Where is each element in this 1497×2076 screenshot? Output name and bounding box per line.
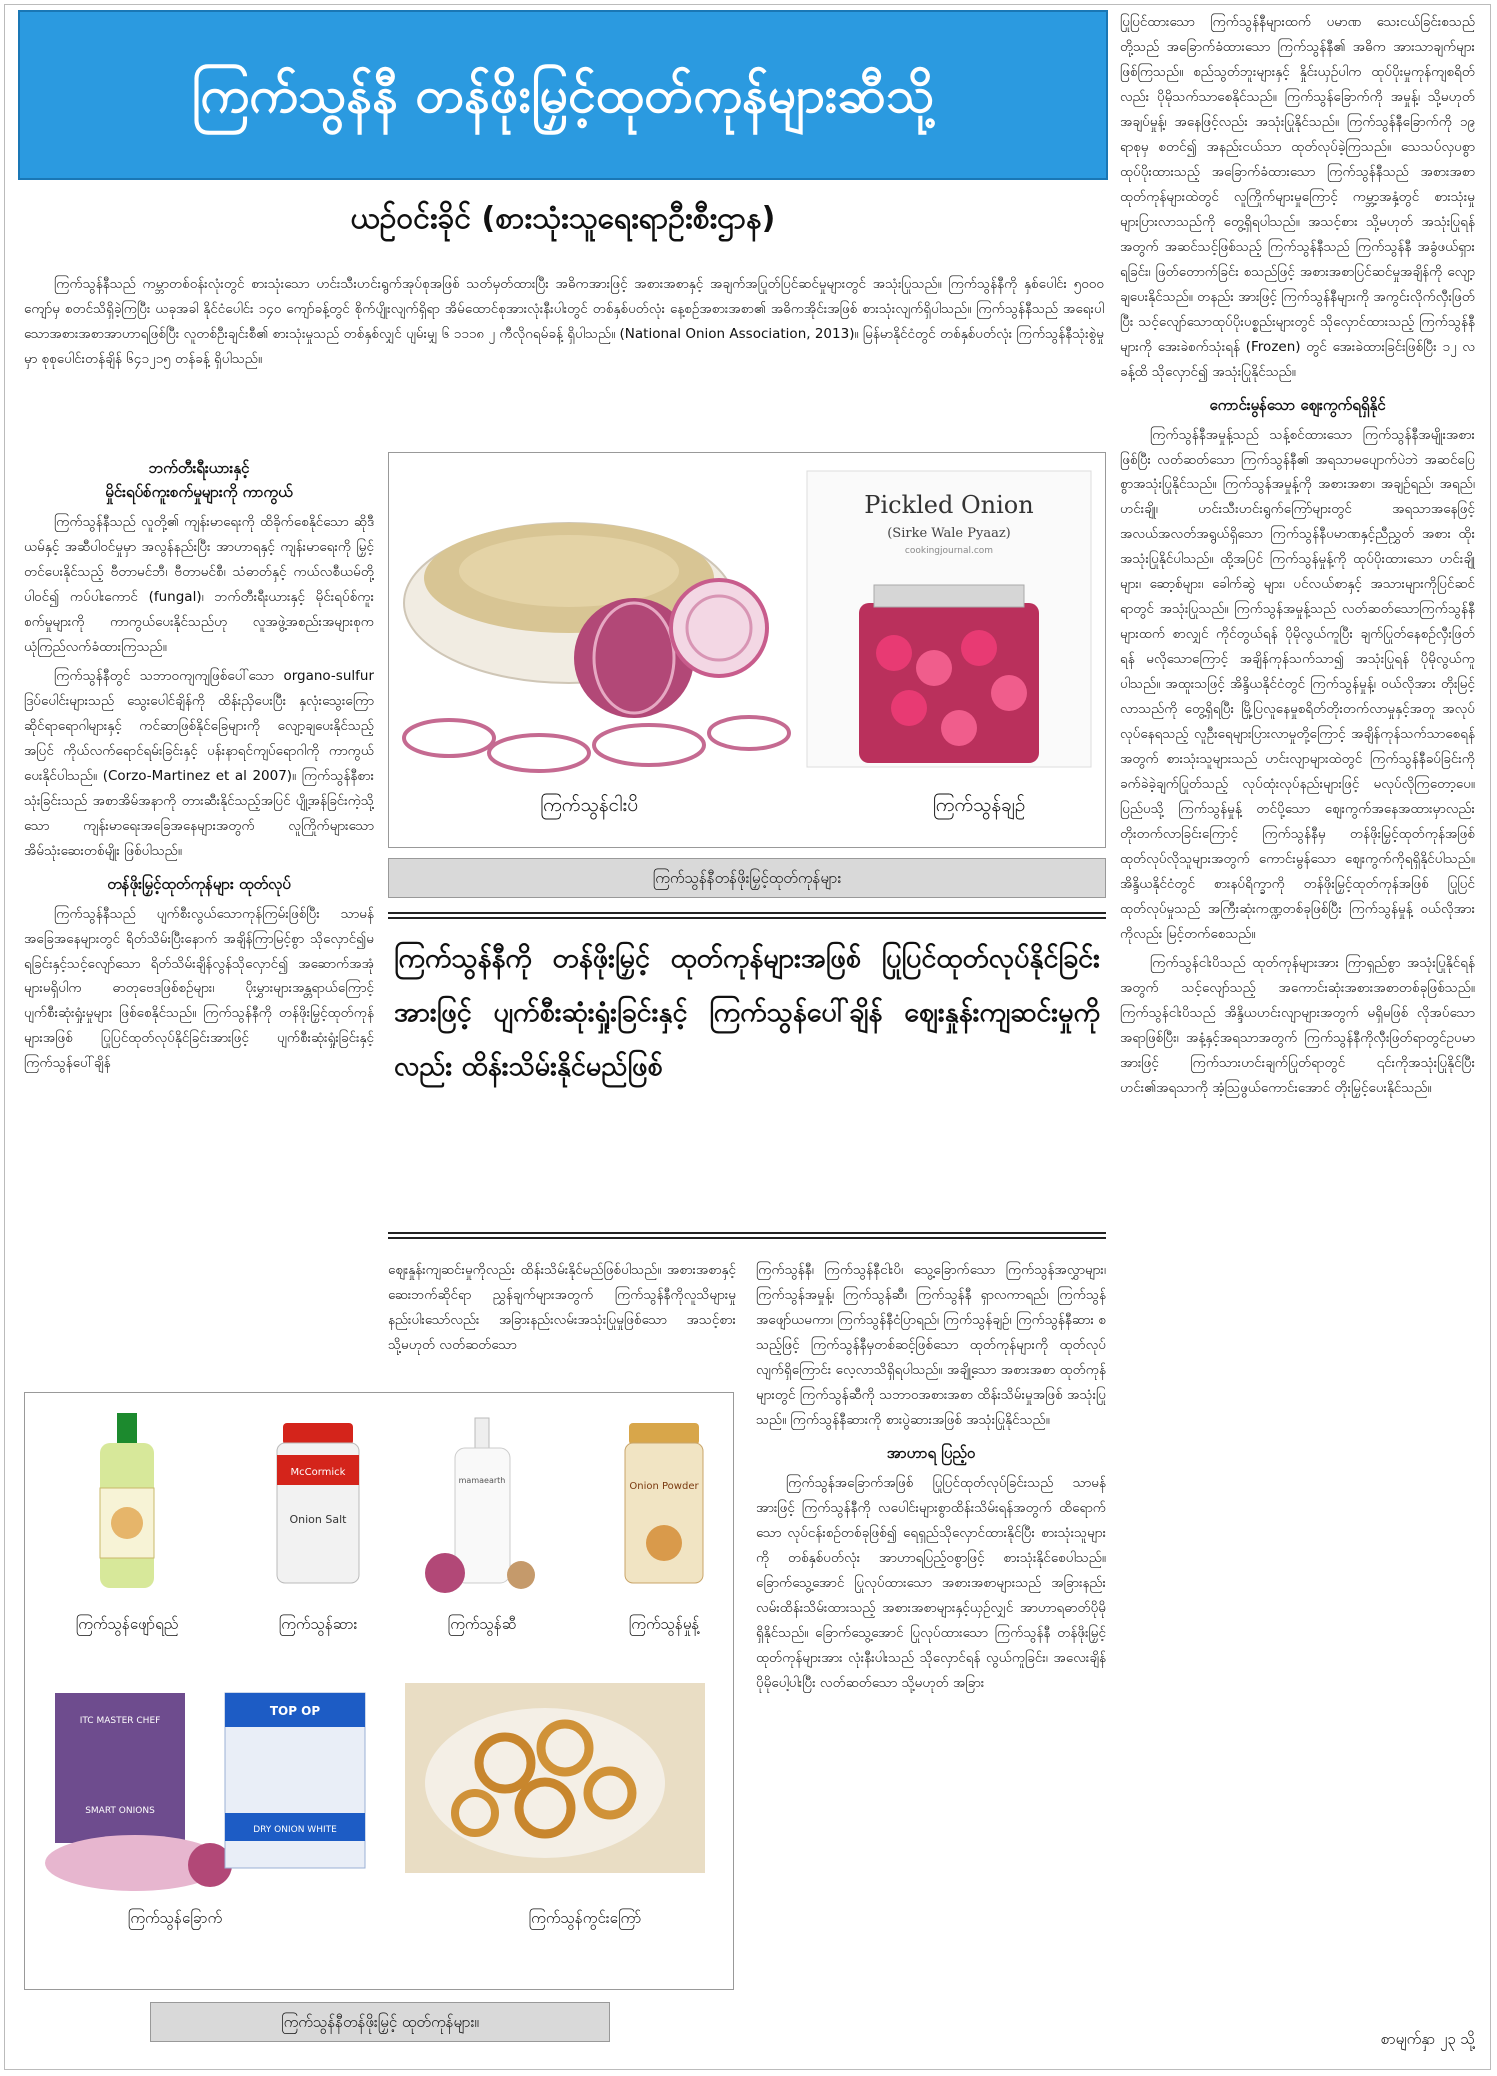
products-photo-panel [24, 1392, 734, 1990]
col4-para-1: ပြုပြင်ထားသော ကြက်သွန်နီများထက် ပမာဏ သေးငယ်ခြင်းစသည်တို့သည် အခြောက်ခံထားသော ကြက်သွန်နီ၏ အဓိက အားသာချက်များ ဖြစ်ကြသည်။ စည်သွတ်ဘူးများနှင့် နှိုင်းယှဉ်ပါက ထုပ်ပိုးမှုကုန်ကျစရိတ်လည်း ပိုမိုသက်သာစေနိုင်သည်။ ကြက်သွန်ခြောက်ကို အမှုန့်၊ သို့မဟုတ် အချပ်မှုန့်၊ အနေဖြင့်လည်း အသုံးပြုနိုင်သည်။ ကြက်သွန်နီခြောက်ကို ၁၉ ရာစုမှ စတင်၍ အနည်းငယ်သာ ထုတ်လုပ်ခဲ့ကြသည်။ သေသပ်လှပစွာထုပ်ပိုးထားသည့် အခြောက်ခံထားသော ကြက်သွန်နီသည် အစားအစာထုတ်ကုန်များထဲတွင် လူကြိုက်များမှုကြောင့် ကမ္ဘာ့အနှံ့တွင် စားသုံးမှုများပြားလာသည်ကို တွေ့ရှိရပါသည်။ အသင့်စား သို့မဟုတ် အသုံးပြုရန်အတွက် အဆင်သင့်ဖြစ်သည့် ကြက်သွန်နီသည် ကြက်သွန်နီ အခွံဖယ်ရှားရခြင်း၊ ဖြတ်တောက်ခြင်း စသည်ဖြင့် အစားအစာပြင်ဆင်မှုအချိန်ကို လျော့ချပေးနိုင်သည်။ တနည်း အားဖြင့် ကြက်သွန်နီများကို အကွင်းလိုက်လှီးဖြတ်ပြီး သင့်လျော်သောထုပ်ပိုးပစ္စည်းများတွင် သိုလှောင်ထားသည့် ကြက်သွန်နီများကို အေးခဲစက်သုံးရန် (Frozen) တွင် အေးခဲထားခြင်းဖြစ်ပြီး ၁၂ လခန့်ထိ သိုလှောင်၍ အသုံးပြုနိုင်သည်။ [1120, 14, 1475, 380]
dried-onion-bag [45, 1693, 232, 1891]
onion-oil-bottle [425, 1418, 535, 1593]
col1-para-1: ကြက်သွန်နီသည် လူတို့၏ ကျန်းမာရေးကို ထိခိုက်စေနိုင်သော ဆိုဒီယမ်နှင့် အဆီပါဝင်မှုမှာ အလွန်နည်းပြီး အာဟာရနှင့် ကျန်းမာရေးကို မြှင့်တင်ပေးနိုင်သည့် ဗီတာမင်ဘီ၊ ဗီတာမင်စီ၊ သံဓာတ်နှင့် ကယ်လစီယမ်တို့ပါဝင်၍ ကပ်ပါးကောင် (fungal)၊ ဘက်တီးရီးယားနှင့် မိုင်းရပ်စ်ကူးစက်မှုများကို ကာကွယ်ပေးနိုင်သည်ဟု လူအဖွဲ့အစည်းအများစုက ယုံကြည်လက်ခံထားကြသည်။ [24, 514, 374, 655]
onion-salt-jar [277, 1423, 359, 1583]
column-3 [756, 1258, 1106, 2048]
label-dried-onion: ကြက်သွန်ခြောက် [127, 1909, 223, 1927]
dry-onion-white-bag [225, 1693, 365, 1868]
label-onion-powder: ကြက်သွန်မှုန့် [628, 1615, 700, 1633]
label-onion-paste: ကြက်သွန်ငါးပိ [539, 794, 639, 816]
brand-mccormick: McCormick [290, 1467, 346, 1478]
col1-para-3: ကြက်သွန်နီသည် ပျက်စီးလွယ်သောကုန်ကြမ်းဖြစ်ပြီး သာမန်အခြေအနေများတွင် ရိတ်သိမ်းပြီးနောက် အချိန်ကြာမြင့်စွာ သိုလှောင်၍မရခြင်းနှင့်သင့်လျော်သော ရိတ်သိမ်းချိန်လွန်သိုလှောင်၍ အဆောက်အအုံများမရှိပါက ဓာတုဗေဒဖြစ်စဉ်များ၊ ပိုးမွှားများအန္တရာယ်ကြောင့် ပျက်စီးဆုံးရှုံးမှုများ ဖြစ်စေနိုင်သည်။ ကြက်သွန်နီကို တန်ဖိုးမြှင့်ထုတ်ကုန်များအဖြစ် ပြုပြင်ထုတ်လုပ်နိုင်ခြင်းအားဖြင့် ပျက်စီးဆုံးရှုံးခြင်းနှင့် ကြက်သွန်ပေါ်ချိန် [24, 905, 374, 1072]
label-pickled-onion: ကြက်သွန်ချဉ် [932, 794, 1026, 816]
label-onion-oil: ကြက်သွန်ဆီ [447, 1615, 517, 1633]
brand-onion-powder: Onion Powder [629, 1481, 699, 1492]
byline: ယဥ်ဝင်းခိုင် (စားသုံးသူရေးရာဦးစီးဌာန) [350, 201, 776, 236]
photo1-caption: ကြက်သွန်နီတန်ဖိုးမြှင့်ထုတ်ကုန်များ [388, 858, 1106, 898]
brand-itc: ITC MASTER CHEF [79, 1716, 161, 1726]
products-illustration [25, 1393, 733, 1989]
intro-paragraph [24, 272, 1104, 376]
col3-para-1: ကြက်သွန်နီ၊ ကြက်သွန်နီငါးပိ၊ သွေ့ခြောက်သော ကြက်သွန်အလွှာများ၊ ကြက်သွန်အမှုန့်၊ ကြက်သွန်ဆီ၊ ကြက်သွန်နီ ရှာလကာရည်၊ ကြက်သွန်အဖျော်ယမကာ၊ ကြက်သွန်နီငံပြာရည်၊ ကြက်သွန်ချဉ်၊ ကြက်သွန်နီဆား စသည့်ဖြင့် ကြက်သွန်နီမှတစ်ဆင့်ဖြစ်သော ထုတ်ကုန်များကို ထုတ်လုပ်လျက်ရှိကြောင်း လေ့လာသိရှိရပါသည်။ အချို့သော အစားအစာ ထုတ်ကုန်များတွင် ကြက်သွန်ဆီကို သဘာဝအစားအစာ ထိန်းသိမ်းမှုအဖြစ် အသုံးပြုသည်။ ကြက်သွန်နီဆားကို စားပွဲဆားအဖြစ် အသုံးပြုနိုင်သည်။ [756, 1262, 1106, 1428]
label-onion-juice: ကြက်သွန်ဖျော်ရည် [75, 1615, 179, 1633]
onion-products-photo [388, 452, 1106, 848]
pullquote-bottom-rule [388, 1232, 1106, 1239]
col4-para-2: ကြက်သွန်နီအမှုန့်သည် သန့်စင်ထားသော ကြက်သွန်နီအမျိုးအစားဖြစ်ပြီး လတ်ဆတ်သော ကြက်သွန်နီ၏ အရသာမပျောက်ပဲဘဲ အဆင်ပြေစွာအသုံးပြုနိုင်သည်။ ကြက်သွန်အမှုန့်ကို အစားအစာ၊ အချဉ်ရည်၊ အရည်၊ ဟင်းချို၊ ဟင်းသီးဟင်းရွက်ကြော်များတွင် အရသာအနေဖြင့် အလယ်အလတ်အရွယ်ရှိသော ကြက်သွန်နီပမာဏနှင့်ညီညွှတ် အစား ထိုးအသုံးပြုနိုင်ပါသည်။ ထို့အပြင် ကြက်သွန်မှုန့်ကို ထုပ်ပိုးထားသော ဟင်းချိုများ၊ ဆော့စ်များ၊ ခေါက်ဆွဲ များ၊ ပင်လယ်စာနှင့် အသားများကိုပြင်ဆင်ရာတွင် အသုံးပြုသည်။ ကြက်သွန်အမှုန့်သည် လတ်ဆတ်သောကြက်သွန်နီများထက် စာလျှင် ကိုင်တွယ်ရန် ပိုမိုလွယ်ကူပြီး ချက်ပြုတ်နေစဉ်လှီးဖြတ်ရန် မလိုသောကြောင့် အချိန်ကုန်သက်သာ၍ အသုံးပြုရန် ပိုမိုလွယ်ကူပါသည်။ အထူးသဖြင့် အိန္ဒိယနိုင်ငံတွင် ကြက်သွန်မှုန့်၊ ဝယ်လိုအား တိုးမြင့်လာသည်ကို တွေ့ရှိရပြီး မြို့ပြလူနေမှုစရိတ်တိုးတက်လာမှုနှင့်အတူ အလုပ်လုပ်နေရသည့် လူဦးရေများပြားလာမှုတို့ကြောင့် အချိန်ကုန်သက်သာစေရန်အတွက် စားသုံးသူများသည် ဟင်းလျာများထဲတွင် ကြက်သွန်နီခပ်ခြင်းကို ခက်ခဲခဲ့ချက်ပြုတ်သည့် လုပ်ထုံးလုပ်နည်းများဖြင့် မလုပ်လိုကြတော့ပေ။ ပြည်ပသို့ ကြက်သွန်မှုန့် တင်ပို့သော ဈေးကွက်အနေအထားမှာလည်း တိုးတက်လာခြင်းကြောင့် ကြက်သွန်နီမှ တန်ဖိုးမြှင့်ထုတ်ကုန်အဖြစ် ထုတ်လုပ်လိုသူများအတွက် ကောင်းမွန်သော ဈေးကွက်ကိုရရှိနိုင်ပါသည်။ အိန္ဒိယနိုင်ငံတွင် စားနပ်ရိက္ခာကို တန်ဖိုးမြှင့်ထုတ်ကုန်အဖြစ် ပြုပြင်ထုတ်လုပ်မှုသည် အကြီးဆုံးကဏ္ဍတစ်ခုဖြစ်ပြီး ကြက်သွန်မှုန့် ဝယ်လိုအားကိုလည်း မြင့်တက်စေသည်။ [1120, 426, 1475, 942]
label-onion-rings: ကြက်သွန်ကွင်းကြော် [528, 1909, 642, 1927]
onion-products-illustration [389, 453, 1105, 847]
pullquote: ကြက်သွန်နီကို တန်ဖိုးမြှင့် ထုတ်ကုန်များအဖြစ် ပြုပြင်ထုတ်လုပ်နိုင်ခြင်းအားဖြင့် ပျက်စီးဆုံးရှုံးခြင်းနှင့် ကြက်သွန်ပေါ်ချိန် ဈေးနှုန်းကျဆင်းမှုကိုလည်း ထိန်းသိမ်းနိုင်မည်ဖြစ် [394, 943, 1100, 1082]
col4-para-3: ကြက်သွန်ငါးပိသည် ထုတ်ကုန်များအား ကြာရှည်စွာ အသုံးပြုနိုင်ရန်အတွက် သင့်လျော်သည့် အကောင်းဆုံးအစားအစာတစ်ခုဖြစ်သည်။ ကြက်သွန်ငါးပိသည် အိန္ဒိယဟင်းလျာများအတွက် မရှိမဖြစ် လိုအပ်သောအရာဖြစ်ပြီး၊ အနံ့နှင့်အရသာအတွက် ကြက်သွန်နီကိုလှီးဖြတ်ရာတွင်ဥပမာအားဖြင့် ကြက်သားဟင်းချက်ပြုတ်ရာတွင် ၎င်းကိုအသုံးပြုနိုင်ပြီးဟင်း၏အရသာကို အံ့ဩဖွယ်ကောင်းအောင် တိုးမြှင့်ပေးနိုင်သည်။ [1120, 954, 1475, 1096]
brand-dry-onion: DRY ONION WHITE [253, 1825, 337, 1835]
title-banner [18, 10, 1108, 180]
products-caption: ကြက်သွန်နီတန်ဖိုးမြှင့် ထုတ်ကုန်များ။ [150, 2002, 610, 2042]
brand-onion-salt: Onion Salt [289, 1513, 347, 1526]
heading-nutrition: အာဟာရ ပြည့်ဝ [886, 1443, 976, 1462]
col1-para-2: ကြက်သွန်နီတွင် သဘာဝကျကျဖြစ်ပေါ်သော organo-sulfur ဒြပ်ပေါင်းများသည် သွေးပေါင်ချိန်ကို ထိန်းညှိပေးပြီး နှလုံးသွေးကြောဆိုင်ရာရောဂါများနှင့် ကင်ဆာဖြစ်နိုင်ခြေများကို လျော့ချပေးနိုင်သည့်အပြင် ကိုယ်လက်ရောင်ရမ်းခြင်းနှင့် ပန်းနာရင်ကျပ်ရောဂါကို ကာကွယ်ပေးနိုင်ပါသည်။ (Corzo-Martinez et al 2007)။ ကြက်သွန်နီစားသုံးခြင်းသည် အစာအိမ်အနာကို တားဆီးနိုင်သည့်အပြင် ပျို့အန်ခြင်းကဲ့သို့သော ကျန်းမာရေးအခြေအနေများအတွက် လူကြိုက်များသော အိမ်သုံးဆေးတစ်မျိုး ဖြစ်ပါသည်။ [24, 667, 374, 859]
jar-title: Pickled Onion [864, 491, 1034, 519]
column-2 [388, 1258, 736, 1376]
intro-text: ကြက်သွန်နီသည် ကမ္ဘာတစ်ဝန်းလုံးတွင် စားသုံးသော ဟင်းသီးဟင်းရွက်အုပ်စုအဖြစ် သတ်မှတ်ထားပြီး အဓိကအားဖြင့် အစားအစာနှင့် အချက်အပြုတ်ပြင်ဆင်မှုများတွင် အသုံးပြုသည်။ ကြက်သွန်နီကို နှစ်ပေါင်း ၅၀၀၀ ကျော်မှ စတင်သိရှိခဲ့ကြပြီး ယခုအခါ နိုင်ငံပေါင်း ၁၄၀ ကျော်ခန့်တွင် စိုက်ပျိုးလျက်ရှိရာ အိမ်ထောင်စုအားလုံးနီးပါးတွင် တစ်နှစ်ပတ်လုံး နေ့စဉ်အစားအစာ၏ အဓိကအိုင်းအဖြစ် စားသုံးလျက်ရှိပါသည်။ ကြက်သွန်နီသည် အရေးပါသောအစားအစာအာဟာရဖြစ်ပြီး လူတစ်ဦးချင်းစီ၏ စားသုံးမှုသည် တစ်နှစ်လျှင် ပျမ်းမျှ ၆ ၁၁၁၈ ၂ ကီလိုဂရမ်ခန့် ရှိပါသည်။ (National Onion Association, 2013)။ မြန်မာနိုင်ငံတွင် တစ်နှစ်ပတ်လုံး ကြက်သွန်နီသုံးစွဲမှုမှာ စုစုပေါင်းတန်ချိန် ၆၄၁၂၁၅ တန်ခန့် ရှိပါသည်။ [24, 276, 1104, 367]
onion-powder-jar [625, 1423, 703, 1583]
col3-para-2: ကြက်သွန်အခြောက်အဖြစ် ပြုပြင်ထုတ်လုပ်ခြင်းသည် သာမန်အားဖြင့် ကြက်သွန်နီကို လပေါင်းများစွာထိန်းသိမ်းရန်အတွက် ထိရောက်သော လုပ်ငန်းစဉ်တစ်ခုဖြစ်၍ ရေရှည်သိုလှောင်ထားနိုင်ပြီး စားသုံးသူများကို တစ်နှစ်ပတ်လုံး အာဟာရပြည့်ဝစွာဖြင့် စားသုံးနိုင်စေပါသည်။ ခြောက်သွေ့အောင် ပြုလုပ်ထားသော အစားအစာများသည် အခြားနည်းလမ်းထိန်းသိမ်းထားသည့် အစားအစာများနှင့်ယှဉ်လျှင် အာဟာရဓာတ်ပိုမိုရှိနိုင်သည်။ ခြောက်သွေ့အောင် ပြုလုပ်ထားသော ကြက်သွန်နီ တန်ဖိုးမြှင့်ထုတ်ကုန်များအား လုံးနီးပါးသည် သိုလှောင်ရန် လွယ်ကူခြင်း၊ အလေးချိန်ပိုမိုပေါ့ပါးပြီး လတ်ဆတ်သော သို့မဟုတ် အခြား [756, 1474, 1106, 1691]
brand-topop: TOP OP [269, 1704, 321, 1718]
column-4 [1120, 10, 1475, 2020]
col2-para-1: ဈေးနှုန်းကျဆင်းမှုကိုလည်း ထိန်းသိမ်းနိုင်မည်ဖြစ်ပါသည်။ အစားအစာနှင့် ဆေးဘက်ဆိုင်ရာ ညွှန်ချက်များအတွက် ကြက်သွန်နီကိုလူသိများမှုနည်းပါးသော်လည်း အခြားနည်းလမ်းအသုံးပြုမှုဖြစ်သော အသင့်စား သို့မဟုတ် လတ်ဆတ်သော [388, 1262, 736, 1353]
continued-signoff: စာမျက်နှာ ၂၃ သို့ [1381, 2030, 1475, 2048]
jar-site: cookingjournal.com [904, 546, 994, 556]
heading-value-added: တန်ဖိုးမြှင့်ထုတ်ကုန်များ ထုတ်လုပ် [107, 874, 291, 893]
onion-juice-bottle [100, 1413, 154, 1588]
label-onion-salt: ကြက်သွန်ဆား [278, 1615, 358, 1633]
jar-subtitle: (Sirke Wale Pyaaz) [887, 526, 1011, 541]
brand-smart-onions: SMART ONIONS [85, 1806, 155, 1816]
heading-antibacterial: ဘက်တီးရီးယားနှင့် မှိုင်းရပ်စ်ကူးစက်မှုများကို ကာကွယ် [105, 459, 293, 501]
pullquote-top-rule [388, 912, 1106, 919]
heading-market: ကောင်းမွန်သော ဈေးကွက်ရရှိနိုင် [1209, 395, 1386, 414]
onion-rings-plate [405, 1683, 705, 1873]
brand-mamaearth: mamaearth [458, 1476, 506, 1485]
page-title: ကြက်သွန်နီ တန်ဖိုးမြှင့်ထုတ်ကုန်များဆီသို့ [191, 65, 935, 124]
